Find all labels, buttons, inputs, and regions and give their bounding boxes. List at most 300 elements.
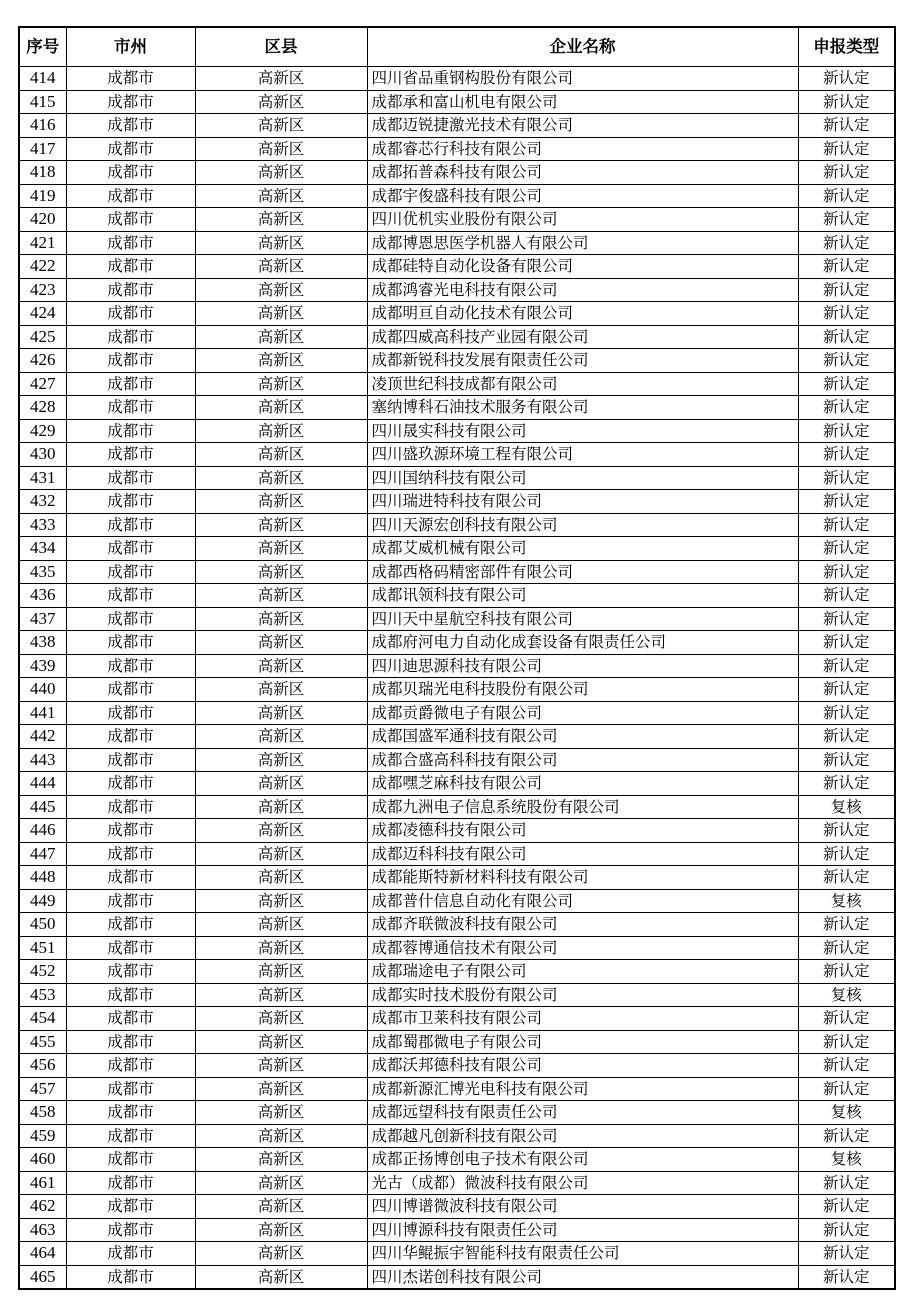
cell-company-name: 凌顶世纪科技成都有限公司 — [367, 372, 798, 396]
cell-company-name: 成都齐联微波科技有限公司 — [367, 913, 798, 937]
cell-seq: 447 — [19, 842, 66, 866]
table-row — [19, 302, 895, 326]
cell-seq: 425 — [19, 325, 66, 349]
cell-seq: 454 — [19, 1007, 66, 1031]
table-row — [19, 325, 895, 349]
cell-district: 高新区 — [195, 255, 367, 279]
table-row — [19, 490, 895, 514]
cell-application-type: 新认定 — [798, 1218, 895, 1242]
table-row — [19, 1124, 895, 1148]
table-row — [19, 1101, 895, 1125]
cell-seq: 446 — [19, 819, 66, 843]
table-row — [19, 913, 895, 937]
cell-city: 成都市 — [66, 983, 195, 1007]
cell-application-type: 新认定 — [798, 631, 895, 655]
cell-city: 成都市 — [66, 67, 195, 91]
cell-company-name: 成都蓉博通信技术有限公司 — [367, 936, 798, 960]
cell-company-name: 四川博源科技有限责任公司 — [367, 1218, 798, 1242]
cell-seq: 462 — [19, 1195, 66, 1219]
cell-company-name: 成都普什信息自动化有限公司 — [367, 889, 798, 913]
cell-city: 成都市 — [66, 584, 195, 608]
cell-application-type: 新认定 — [798, 137, 895, 161]
cell-application-type: 新认定 — [798, 255, 895, 279]
cell-company-name: 成都硅特自动化设备有限公司 — [367, 255, 798, 279]
cell-seq: 432 — [19, 490, 66, 514]
cell-district: 高新区 — [195, 1077, 367, 1101]
cell-company-name: 成都艾威机械有限公司 — [367, 537, 798, 561]
cell-city: 成都市 — [66, 1030, 195, 1054]
cell-city: 成都市 — [66, 842, 195, 866]
cell-district: 高新区 — [195, 208, 367, 232]
cell-seq: 448 — [19, 866, 66, 890]
table-row — [19, 466, 895, 490]
cell-seq: 427 — [19, 372, 66, 396]
cell-city: 成都市 — [66, 443, 195, 467]
cell-city: 成都市 — [66, 654, 195, 678]
cell-seq: 420 — [19, 208, 66, 232]
table-row — [19, 889, 895, 913]
table-row — [19, 866, 895, 890]
cell-company-name: 成都蜀郡微电子有限公司 — [367, 1030, 798, 1054]
cell-district: 高新区 — [195, 537, 367, 561]
header-city: 市州 — [66, 27, 195, 67]
cell-application-type: 新认定 — [798, 913, 895, 937]
table-row — [19, 1030, 895, 1054]
cell-seq: 461 — [19, 1171, 66, 1195]
cell-district: 高新区 — [195, 302, 367, 326]
cell-city: 成都市 — [66, 1171, 195, 1195]
table-row — [19, 772, 895, 796]
cell-application-type: 新认定 — [798, 302, 895, 326]
cell-district: 高新区 — [195, 278, 367, 302]
table-row — [19, 842, 895, 866]
cell-seq: 450 — [19, 913, 66, 937]
cell-application-type: 新认定 — [798, 748, 895, 772]
cell-district: 高新区 — [195, 231, 367, 255]
table-row — [19, 584, 895, 608]
cell-company-name: 四川盛玖源环境工程有限公司 — [367, 443, 798, 467]
table-row — [19, 419, 895, 443]
cell-district: 高新区 — [195, 1195, 367, 1219]
cell-company-name: 四川迪思源科技有限公司 — [367, 654, 798, 678]
header-application-type: 申报类型 — [798, 27, 895, 67]
table-row — [19, 725, 895, 749]
cell-city: 成都市 — [66, 1077, 195, 1101]
cell-application-type: 新认定 — [798, 419, 895, 443]
cell-company-name: 成都国盛军通科技有限公司 — [367, 725, 798, 749]
cell-city: 成都市 — [66, 819, 195, 843]
cell-city: 成都市 — [66, 607, 195, 631]
cell-seq: 422 — [19, 255, 66, 279]
cell-district: 高新区 — [195, 748, 367, 772]
table-row — [19, 513, 895, 537]
table-row — [19, 443, 895, 467]
enterprise-table — [18, 26, 896, 1290]
table-row — [19, 1007, 895, 1031]
cell-application-type: 新认定 — [798, 772, 895, 796]
cell-city: 成都市 — [66, 419, 195, 443]
cell-city: 成都市 — [66, 936, 195, 960]
cell-company-name: 成都嘿芝麻科技有限公司 — [367, 772, 798, 796]
cell-district: 高新区 — [195, 513, 367, 537]
cell-seq: 426 — [19, 349, 66, 373]
cell-city: 成都市 — [66, 90, 195, 114]
cell-company-name: 光古（成都）微波科技有限公司 — [367, 1171, 798, 1195]
cell-city: 成都市 — [66, 1124, 195, 1148]
cell-district: 高新区 — [195, 960, 367, 984]
cell-company-name: 成都越凡创新科技有限公司 — [367, 1124, 798, 1148]
table-row — [19, 278, 895, 302]
cell-seq: 451 — [19, 936, 66, 960]
cell-application-type: 新认定 — [798, 560, 895, 584]
cell-district: 高新区 — [195, 1265, 367, 1289]
table-body — [19, 67, 895, 1290]
cell-seq: 453 — [19, 983, 66, 1007]
table-row — [19, 208, 895, 232]
cell-seq: 444 — [19, 772, 66, 796]
cell-city: 成都市 — [66, 1007, 195, 1031]
cell-application-type: 新认定 — [798, 678, 895, 702]
cell-company-name: 成都西格码精密部件有限公司 — [367, 560, 798, 584]
table-row — [19, 372, 895, 396]
cell-company-name: 成都凌德科技有限公司 — [367, 819, 798, 843]
cell-company-name: 四川瑞进特科技有限公司 — [367, 490, 798, 514]
cell-city: 成都市 — [66, 772, 195, 796]
cell-company-name: 成都四威高科技产业园有限公司 — [367, 325, 798, 349]
cell-company-name: 成都博恩思医学机器人有限公司 — [367, 231, 798, 255]
cell-application-type: 新认定 — [798, 1171, 895, 1195]
cell-application-type: 新认定 — [798, 325, 895, 349]
cell-application-type: 新认定 — [798, 1195, 895, 1219]
table-row — [19, 1265, 895, 1289]
cell-city: 成都市 — [66, 1148, 195, 1172]
header-district: 区县 — [195, 27, 367, 67]
cell-company-name: 成都鸿睿光电科技有限公司 — [367, 278, 798, 302]
cell-district: 高新区 — [195, 1148, 367, 1172]
cell-company-name: 四川天中星航空科技有限公司 — [367, 607, 798, 631]
table-row — [19, 1148, 895, 1172]
cell-seq: 452 — [19, 960, 66, 984]
cell-city: 成都市 — [66, 725, 195, 749]
table-row — [19, 748, 895, 772]
cell-application-type: 新认定 — [798, 654, 895, 678]
cell-city: 成都市 — [66, 1218, 195, 1242]
cell-seq: 424 — [19, 302, 66, 326]
cell-district: 高新区 — [195, 631, 367, 655]
cell-company-name: 成都府河电力自动化成套设备有限责任公司 — [367, 631, 798, 655]
cell-seq: 433 — [19, 513, 66, 537]
table-row — [19, 1171, 895, 1195]
cell-seq: 436 — [19, 584, 66, 608]
cell-seq: 465 — [19, 1265, 66, 1289]
cell-seq: 415 — [19, 90, 66, 114]
cell-application-type: 新认定 — [798, 466, 895, 490]
cell-company-name: 成都正扬博创电子技术有限公司 — [367, 1148, 798, 1172]
cell-company-name: 成都能斯特新材料科技有限公司 — [367, 866, 798, 890]
cell-district: 高新区 — [195, 490, 367, 514]
cell-district: 高新区 — [195, 560, 367, 584]
cell-city: 成都市 — [66, 114, 195, 138]
cell-city: 成都市 — [66, 795, 195, 819]
cell-city: 成都市 — [66, 513, 195, 537]
cell-application-type: 新认定 — [798, 490, 895, 514]
cell-district: 高新区 — [195, 1054, 367, 1078]
cell-company-name: 成都宇俊盛科技有限公司 — [367, 184, 798, 208]
cell-company-name: 成都贡爵微电子有限公司 — [367, 701, 798, 725]
cell-application-type: 新认定 — [798, 584, 895, 608]
cell-application-type: 新认定 — [798, 184, 895, 208]
cell-seq: 443 — [19, 748, 66, 772]
cell-company-name: 四川博谱微波科技有限公司 — [367, 1195, 798, 1219]
cell-application-type: 新认定 — [798, 443, 895, 467]
cell-company-name: 成都合盛高科科技有限公司 — [367, 748, 798, 772]
table-row — [19, 396, 895, 420]
cell-company-name: 成都迈科科技有限公司 — [367, 842, 798, 866]
cell-city: 成都市 — [66, 1195, 195, 1219]
cell-district: 高新区 — [195, 184, 367, 208]
cell-city: 成都市 — [66, 325, 195, 349]
cell-seq: 456 — [19, 1054, 66, 1078]
cell-city: 成都市 — [66, 208, 195, 232]
cell-company-name: 成都拓普森科技有限公司 — [367, 161, 798, 185]
cell-district: 高新区 — [195, 842, 367, 866]
cell-district: 高新区 — [195, 90, 367, 114]
cell-district: 高新区 — [195, 349, 367, 373]
cell-application-type: 新认定 — [798, 842, 895, 866]
cell-district: 高新区 — [195, 67, 367, 91]
cell-company-name: 成都明亘自动化技术有限公司 — [367, 302, 798, 326]
cell-application-type: 复核 — [798, 1148, 895, 1172]
cell-seq: 417 — [19, 137, 66, 161]
cell-company-name: 成都迈锐捷激光技术有限公司 — [367, 114, 798, 138]
cell-district: 高新区 — [195, 114, 367, 138]
cell-city: 成都市 — [66, 866, 195, 890]
cell-company-name: 成都贝瑞光电科技股份有限公司 — [367, 678, 798, 702]
table-row — [19, 231, 895, 255]
cell-application-type: 新认定 — [798, 1077, 895, 1101]
header-company-name: 企业名称 — [367, 27, 798, 67]
cell-district: 高新区 — [195, 1171, 367, 1195]
cell-company-name: 四川杰诺创科技有限公司 — [367, 1265, 798, 1289]
cell-city: 成都市 — [66, 372, 195, 396]
cell-seq: 414 — [19, 67, 66, 91]
cell-district: 高新区 — [195, 1101, 367, 1125]
cell-application-type: 新认定 — [798, 1242, 895, 1266]
cell-application-type: 新认定 — [798, 161, 895, 185]
cell-seq: 439 — [19, 654, 66, 678]
cell-application-type: 复核 — [798, 983, 895, 1007]
cell-application-type: 新认定 — [798, 114, 895, 138]
cell-application-type: 新认定 — [798, 866, 895, 890]
cell-district: 高新区 — [195, 936, 367, 960]
table-row — [19, 1077, 895, 1101]
cell-seq: 445 — [19, 795, 66, 819]
cell-application-type: 复核 — [798, 889, 895, 913]
cell-district: 高新区 — [195, 325, 367, 349]
cell-application-type: 新认定 — [798, 513, 895, 537]
cell-city: 成都市 — [66, 1054, 195, 1078]
cell-company-name: 成都沃邦德科技有限公司 — [367, 1054, 798, 1078]
cell-seq: 416 — [19, 114, 66, 138]
cell-district: 高新区 — [195, 654, 367, 678]
cell-application-type: 新认定 — [798, 1007, 895, 1031]
cell-city: 成都市 — [66, 748, 195, 772]
table-row — [19, 701, 895, 725]
cell-district: 高新区 — [195, 1124, 367, 1148]
cell-district: 高新区 — [195, 701, 367, 725]
cell-district: 高新区 — [195, 1007, 367, 1031]
cell-application-type: 新认定 — [798, 208, 895, 232]
cell-application-type: 新认定 — [798, 90, 895, 114]
cell-district: 高新区 — [195, 1030, 367, 1054]
table-row — [19, 960, 895, 984]
cell-seq: 460 — [19, 1148, 66, 1172]
cell-city: 成都市 — [66, 537, 195, 561]
cell-city: 成都市 — [66, 490, 195, 514]
cell-application-type: 新认定 — [798, 960, 895, 984]
cell-seq: 441 — [19, 701, 66, 725]
table-row — [19, 137, 895, 161]
cell-application-type: 新认定 — [798, 701, 895, 725]
header-seq: 序号 — [19, 27, 66, 67]
cell-company-name: 成都承和富山机电有限公司 — [367, 90, 798, 114]
table-row — [19, 184, 895, 208]
cell-company-name: 四川华鲲振宇智能科技有限责任公司 — [367, 1242, 798, 1266]
cell-city: 成都市 — [66, 913, 195, 937]
table-row — [19, 1054, 895, 1078]
cell-city: 成都市 — [66, 184, 195, 208]
table-row — [19, 349, 895, 373]
cell-application-type: 复核 — [798, 795, 895, 819]
cell-seq: 438 — [19, 631, 66, 655]
table-row — [19, 936, 895, 960]
cell-district: 高新区 — [195, 913, 367, 937]
cell-seq: 440 — [19, 678, 66, 702]
cell-city: 成都市 — [66, 396, 195, 420]
cell-company-name: 四川优机实业股份有限公司 — [367, 208, 798, 232]
cell-seq: 421 — [19, 231, 66, 255]
cell-company-name: 四川省品重钢构股份有限公司 — [367, 67, 798, 91]
cell-application-type: 新认定 — [798, 1054, 895, 1078]
cell-company-name: 四川国纳科技有限公司 — [367, 466, 798, 490]
cell-district: 高新区 — [195, 137, 367, 161]
cell-company-name: 成都实时技术股份有限公司 — [367, 983, 798, 1007]
table-row — [19, 654, 895, 678]
table-row — [19, 983, 895, 1007]
cell-seq: 419 — [19, 184, 66, 208]
cell-seq: 430 — [19, 443, 66, 467]
cell-district: 高新区 — [195, 866, 367, 890]
cell-district: 高新区 — [195, 889, 367, 913]
header-row — [19, 27, 895, 67]
cell-seq: 428 — [19, 396, 66, 420]
cell-seq: 434 — [19, 537, 66, 561]
table-row — [19, 114, 895, 138]
cell-company-name: 成都讯领科技有限公司 — [367, 584, 798, 608]
cell-city: 成都市 — [66, 1242, 195, 1266]
cell-city: 成都市 — [66, 1101, 195, 1125]
cell-application-type: 新认定 — [798, 1265, 895, 1289]
cell-city: 成都市 — [66, 466, 195, 490]
cell-city: 成都市 — [66, 678, 195, 702]
cell-seq: 464 — [19, 1242, 66, 1266]
cell-company-name: 成都新锐科技发展有限责任公司 — [367, 349, 798, 373]
cell-city: 成都市 — [66, 278, 195, 302]
cell-seq: 435 — [19, 560, 66, 584]
table-row — [19, 1195, 895, 1219]
cell-company-name: 成都市卫莱科技有限公司 — [367, 1007, 798, 1031]
cell-company-name: 成都新源汇博光电科技有限公司 — [367, 1077, 798, 1101]
cell-district: 高新区 — [195, 396, 367, 420]
cell-company-name: 塞纳博科石油技术服务有限公司 — [367, 396, 798, 420]
cell-application-type: 新认定 — [798, 537, 895, 561]
cell-company-name: 成都远望科技有限责任公司 — [367, 1101, 798, 1125]
cell-application-type: 新认定 — [798, 725, 895, 749]
table-row — [19, 161, 895, 185]
cell-seq: 455 — [19, 1030, 66, 1054]
cell-city: 成都市 — [66, 302, 195, 326]
cell-seq: 431 — [19, 466, 66, 490]
cell-city: 成都市 — [66, 889, 195, 913]
cell-district: 高新区 — [195, 584, 367, 608]
cell-district: 高新区 — [195, 372, 367, 396]
cell-application-type: 新认定 — [798, 349, 895, 373]
cell-application-type: 新认定 — [798, 819, 895, 843]
cell-application-type: 新认定 — [798, 396, 895, 420]
cell-company-name: 成都瑞途电子有限公司 — [367, 960, 798, 984]
cell-city: 成都市 — [66, 560, 195, 584]
cell-district: 高新区 — [195, 1218, 367, 1242]
table-row — [19, 255, 895, 279]
cell-seq: 429 — [19, 419, 66, 443]
cell-district: 高新区 — [195, 161, 367, 185]
cell-district: 高新区 — [195, 772, 367, 796]
cell-company-name: 成都九洲电子信息系统股份有限公司 — [367, 795, 798, 819]
cell-application-type: 新认定 — [798, 278, 895, 302]
cell-district: 高新区 — [195, 983, 367, 1007]
cell-application-type: 新认定 — [798, 372, 895, 396]
table-row — [19, 678, 895, 702]
cell-district: 高新区 — [195, 725, 367, 749]
cell-seq: 459 — [19, 1124, 66, 1148]
cell-district: 高新区 — [195, 607, 367, 631]
cell-application-type: 新认定 — [798, 1030, 895, 1054]
cell-company-name: 成都睿芯行科技有限公司 — [367, 137, 798, 161]
cell-city: 成都市 — [66, 161, 195, 185]
cell-district: 高新区 — [195, 466, 367, 490]
cell-city: 成都市 — [66, 137, 195, 161]
cell-district: 高新区 — [195, 678, 367, 702]
cell-seq: 463 — [19, 1218, 66, 1242]
cell-application-type: 新认定 — [798, 231, 895, 255]
cell-seq: 442 — [19, 725, 66, 749]
cell-city: 成都市 — [66, 349, 195, 373]
cell-city: 成都市 — [66, 1265, 195, 1289]
cell-seq: 418 — [19, 161, 66, 185]
table-row — [19, 795, 895, 819]
table-row — [19, 537, 895, 561]
table-row — [19, 1242, 895, 1266]
table-row — [19, 560, 895, 584]
cell-application-type: 新认定 — [798, 67, 895, 91]
cell-company-name: 四川晟实科技有限公司 — [367, 419, 798, 443]
table-row — [19, 631, 895, 655]
cell-city: 成都市 — [66, 701, 195, 725]
cell-seq: 449 — [19, 889, 66, 913]
cell-city: 成都市 — [66, 231, 195, 255]
table-row — [19, 67, 895, 91]
cell-district: 高新区 — [195, 1242, 367, 1266]
